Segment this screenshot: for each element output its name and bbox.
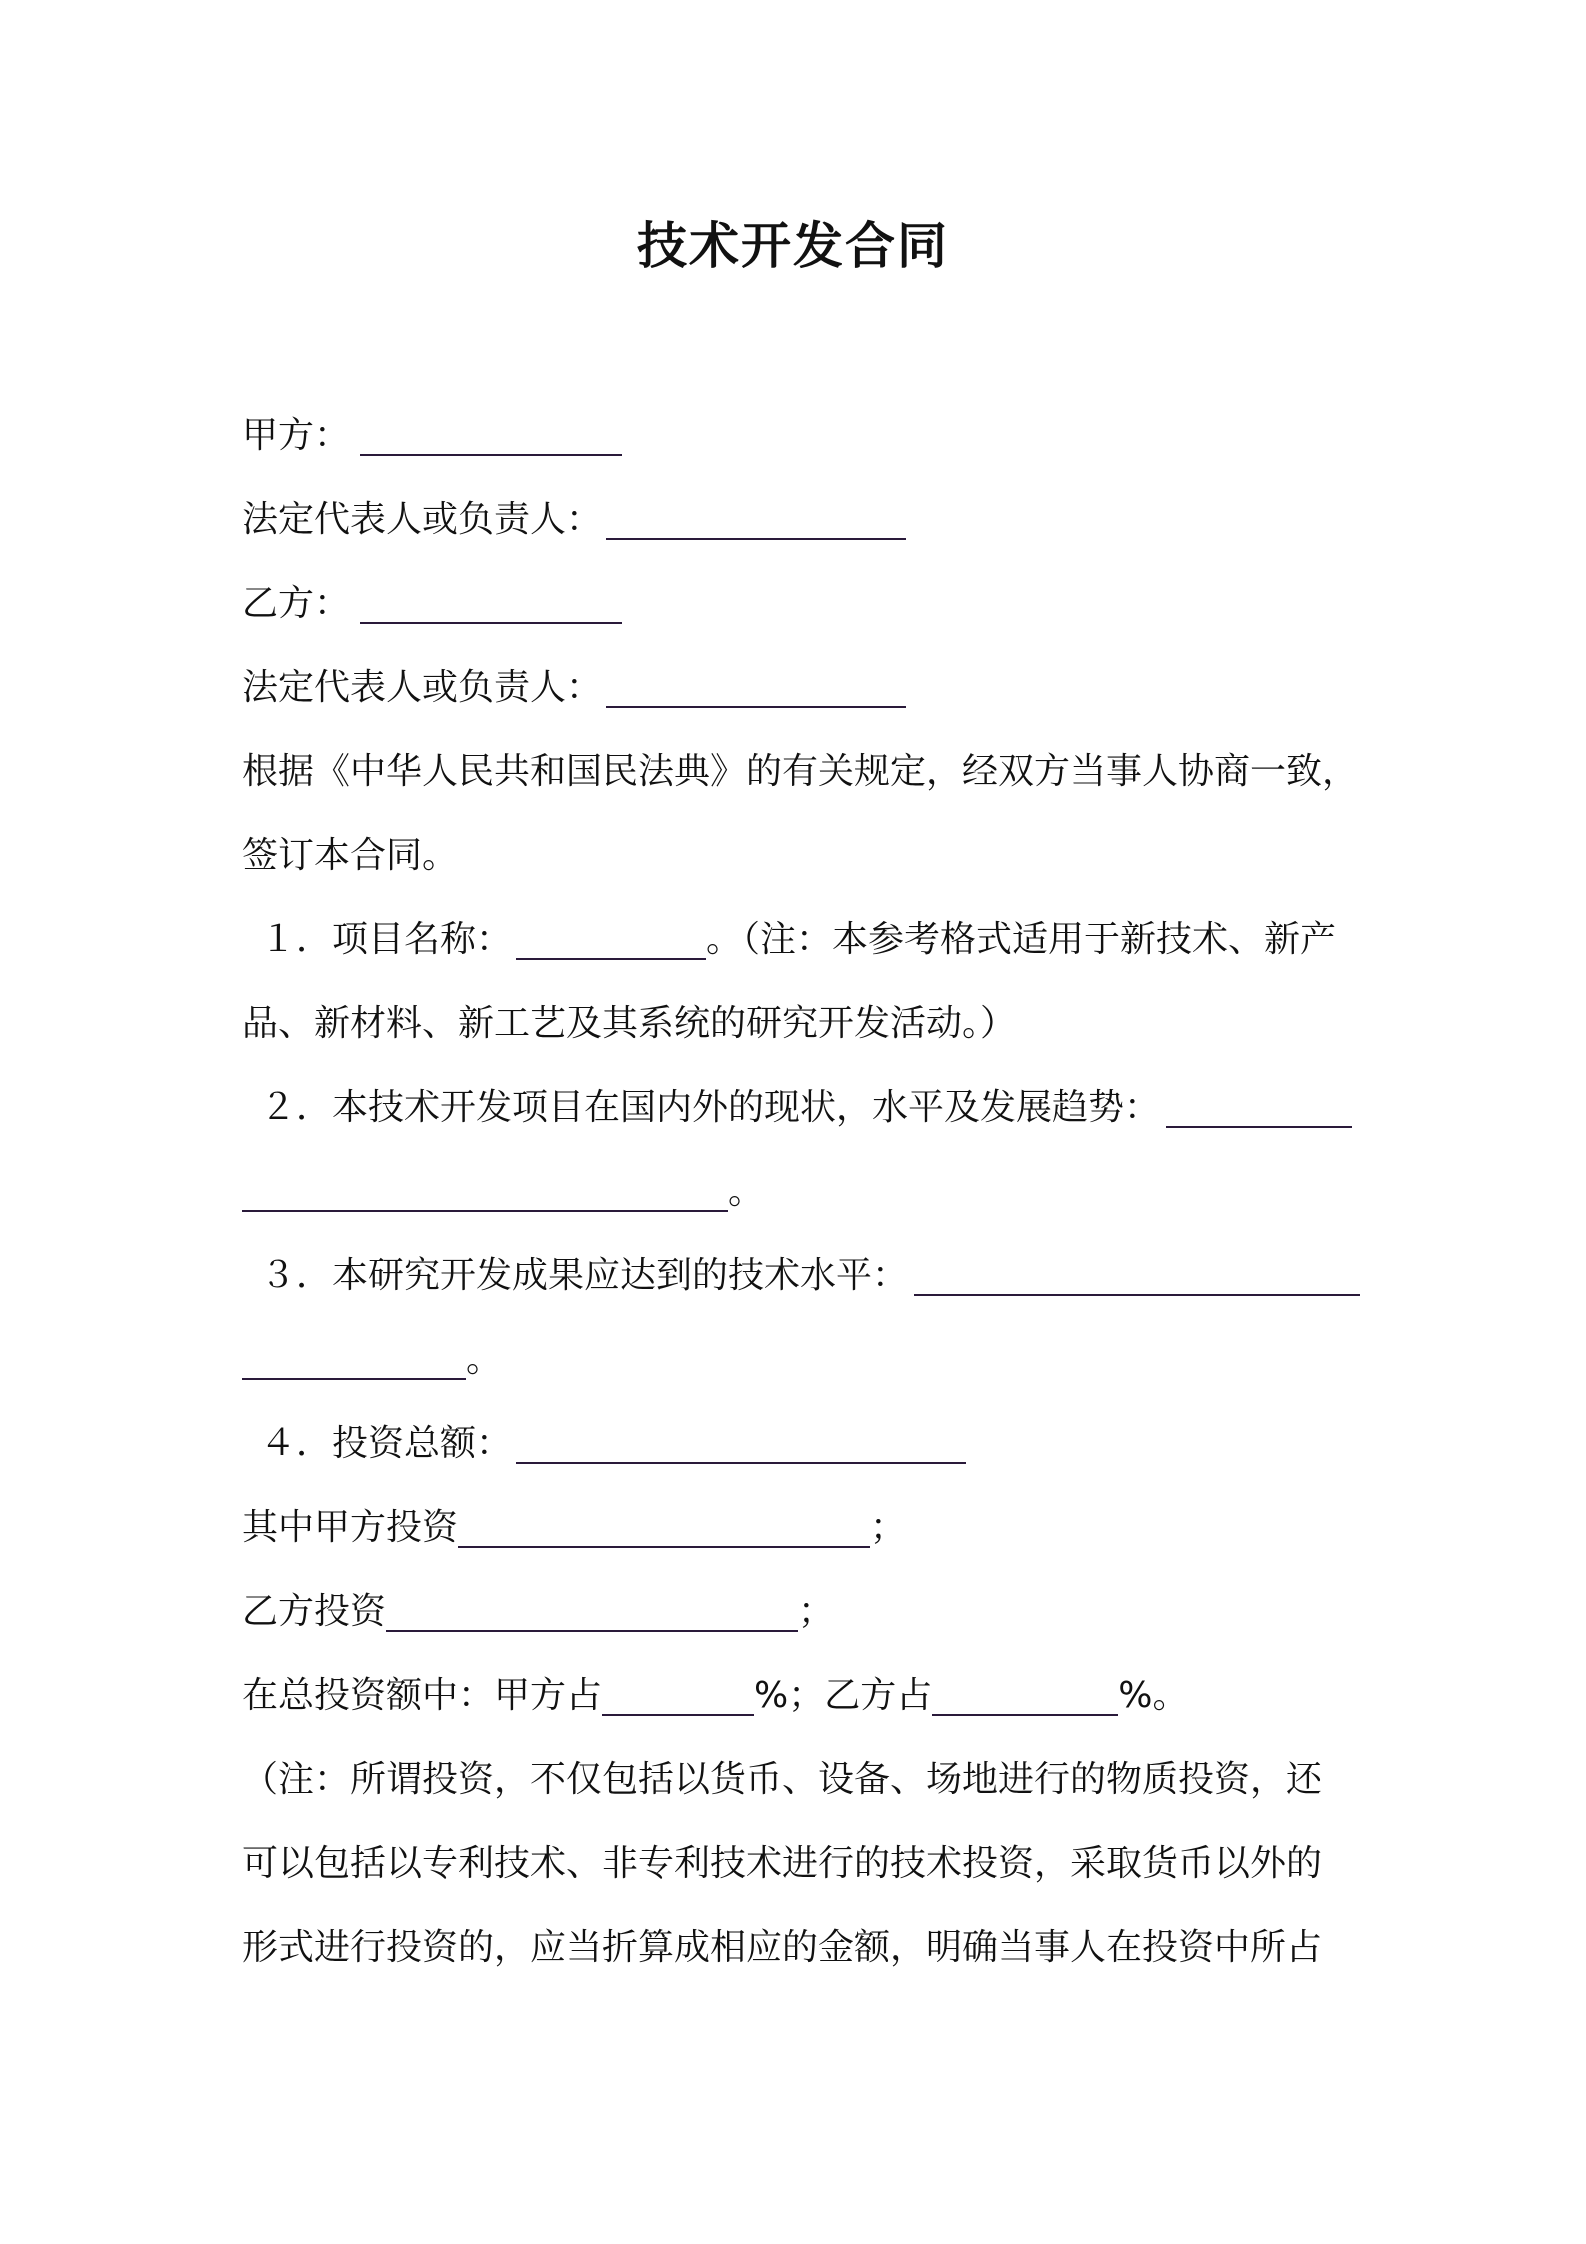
clause-4-line [242, 1416, 966, 1472]
party-b-share-blank[interactable] [932, 1674, 1118, 1716]
clause-3-line-2 [242, 1332, 502, 1388]
party-a-rep-line [242, 492, 906, 548]
note-line-2: 可以包括以专利技术、非专利技术进行的技术投资，采取货币以外的 [242, 1843, 1323, 1884]
party-a-investment-line [242, 1500, 906, 1556]
party-b-label: 乙方： [242, 583, 351, 624]
party-b-blank[interactable] [360, 582, 622, 624]
party-a-rep-blank[interactable] [606, 498, 906, 540]
clause-1-note: 。（注：本参考格式适用于新技术、新产 [706, 919, 1337, 960]
clause-1-line-2: 品、新材料、新工艺及其系统的研究开发活动。） [242, 1003, 1017, 1044]
clause-1-line-1 [242, 912, 1336, 968]
clause-4-label: ４．投资总额： [260, 1423, 513, 1464]
total-investment-blank[interactable] [516, 1422, 966, 1464]
clause-2-label: ２．本技术开发项目在国内外的现状，水平及发展趋势： [260, 1087, 1161, 1128]
party-a-investment-semicolon: ； [870, 1507, 907, 1548]
clause-3-label: ３．本研究开发成果应达到的技术水平： [260, 1255, 909, 1296]
party-b-line [242, 576, 622, 632]
party-b-rep-blank[interactable] [606, 666, 906, 708]
share-prefix: 在总投资额中：甲方占 [242, 1675, 603, 1716]
party-b-rep-line [242, 660, 906, 716]
clause-3-line-1 [242, 1248, 1360, 1304]
party-a-label: 甲方： [242, 415, 351, 456]
status-trend-blank-2[interactable] [242, 1170, 728, 1212]
project-name-blank[interactable] [516, 918, 706, 960]
document-title: 技术开发合同 [637, 217, 949, 275]
note-line-3: 形式进行投资的，应当折算成相应的金额，明确当事人在投资中所占 [242, 1927, 1323, 1968]
note-line-1: （注：所谓投资，不仅包括以货币、设备、场地进行的物质投资，还 [242, 1759, 1323, 1800]
investment-share-line [242, 1668, 1188, 1724]
party-a-investment-label: 其中甲方投资 [242, 1507, 459, 1548]
party-b-investment-blank[interactable] [386, 1590, 798, 1632]
share-mid: %；乙方占 [754, 1675, 933, 1716]
clause-2-line-2 [242, 1164, 764, 1220]
clause-1-label: １．项目名称： [260, 919, 513, 960]
party-a-rep-label: 法定代表人或负责人： [242, 499, 603, 540]
clause-2-line-1 [242, 1080, 1352, 1136]
party-a-blank[interactable] [360, 414, 622, 456]
party-b-investment-line [242, 1584, 834, 1640]
preamble-line-1: 根据《中华人民共和国民法典》的有关规定，经双方当事人协商一致， [242, 751, 1359, 792]
party-b-investment-label: 乙方投资 [242, 1591, 387, 1632]
party-b-rep-label: 法定代表人或负责人： [242, 667, 603, 708]
party-a-line [242, 408, 622, 464]
status-trend-blank-1[interactable] [1166, 1086, 1352, 1128]
preamble-line-2: 签订本合同。 [242, 835, 459, 876]
party-a-share-blank[interactable] [602, 1674, 754, 1716]
tech-level-blank-1[interactable] [914, 1254, 1360, 1296]
tech-level-blank-2[interactable] [242, 1338, 466, 1380]
party-a-investment-blank[interactable] [458, 1506, 870, 1548]
share-end: %。 [1118, 1675, 1189, 1716]
clause-3-end: 。 [466, 1339, 503, 1380]
clause-2-end: 。 [728, 1171, 765, 1212]
party-b-investment-semicolon: ； [798, 1591, 835, 1632]
